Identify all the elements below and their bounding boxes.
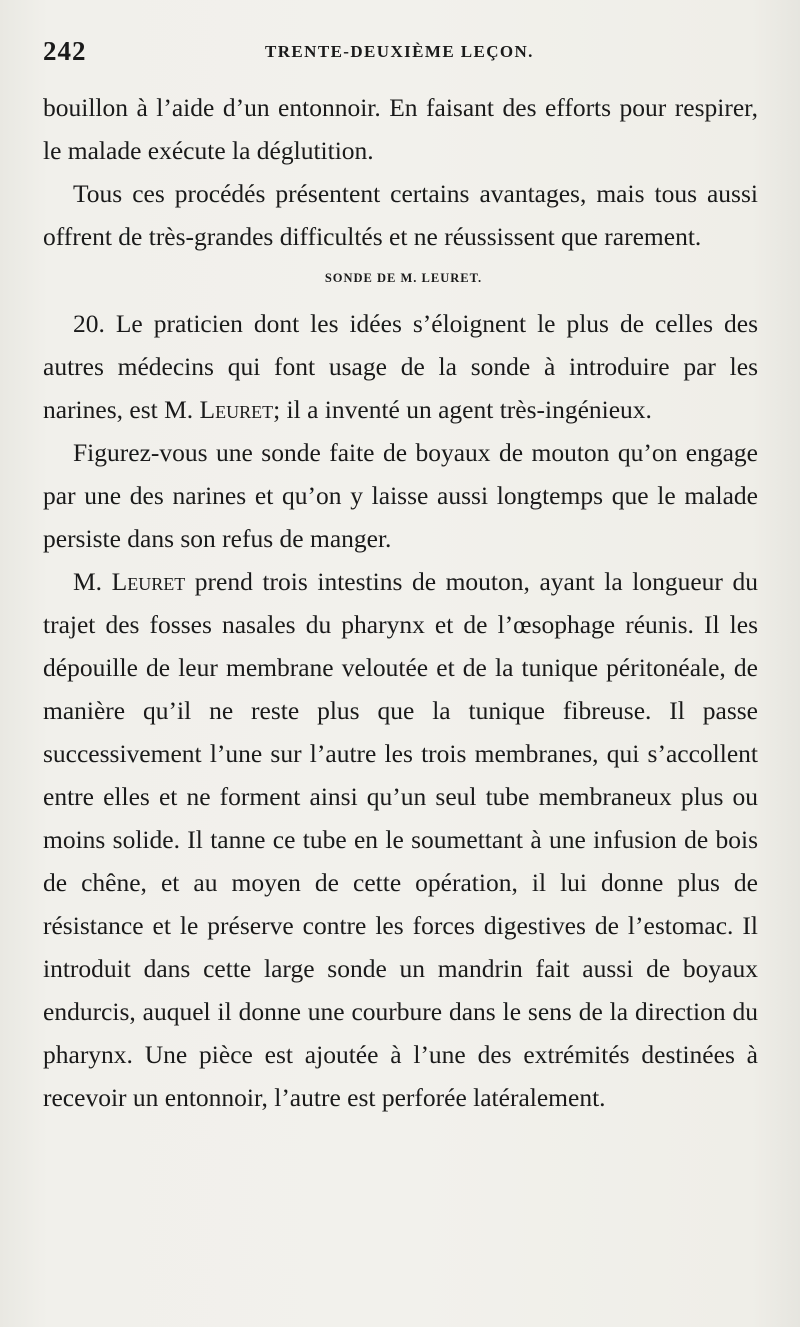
section-heading: SONDE DE M. LEURET. — [324, 271, 483, 285]
paragraph-sonde: Figurez-vous une sonde faite de boyaux de mouton qu’on engage par une des narines et qu’on y laisse aussi longtemps que le malade persiste dans son refus de manger. — [43, 438, 758, 553]
paragraph-20-start: 20. Le praticien dont les idées s’éloignent le plus de celles des autres médecins qui font usage de la sonde à introduire par les narines, est M. — [43, 309, 758, 424]
body-text — [43, 86, 758, 1119]
author-name: Leuret — [199, 395, 274, 424]
page-number: 242 — [43, 36, 87, 66]
chapter-title: TRENTE-DEUXIÈME LEÇON. — [265, 42, 534, 61]
paragraph-20 — [43, 302, 758, 431]
paragraph-procedures: Tous ces procédés présentent certains avantages, mais tous aussi offrent de très-grandes difficultés et ne réussissent que rarement. — [43, 179, 758, 251]
running-head — [43, 36, 758, 72]
author-name: Leuret — [111, 567, 186, 596]
paragraph-20-end: ; il a inventé un agent très-ingénieux. — [273, 395, 652, 424]
paragraph-continuation: bouillon à l’aide d’un entonnoir. En faisant des efforts pour respirer, le malade exécute la déglutition. — [43, 93, 758, 165]
paragraph-method — [43, 560, 758, 1119]
paragraph-method-start: M. — [73, 567, 112, 596]
paragraph-method-end: prend trois intestins de mouton, ayant la longueur du trajet des fosses nasales du pharynx et de l’œsophage réunis. Il les dépouille de leur membrane veloutée et de la tunique péritonéale, de manière qu’il ne reste plus que la tunique fibreuse. Il passe successivement l’une sur l’autre les trois membranes, qui s’accollent entre elles et ne forment ainsi qu’un seul tube membraneux plus ou moins solide. Il tanne ce tube en le soumettant à une infusion de bois de chêne, et au moyen de cette opération, il lui donne plus de résistance et le préserve contre les forces digestives de l’estomac. Il introduit dans cette large sonde un mandrin fait aussi de boyaux endurcis, auquel il donne une courbure dans le sens de la direction du pharynx. Une pièce est ajoutée à l’une des extrémités destinées à recevoir un entonnoir, l’autre est perforée latéralement. — [43, 567, 758, 1112]
